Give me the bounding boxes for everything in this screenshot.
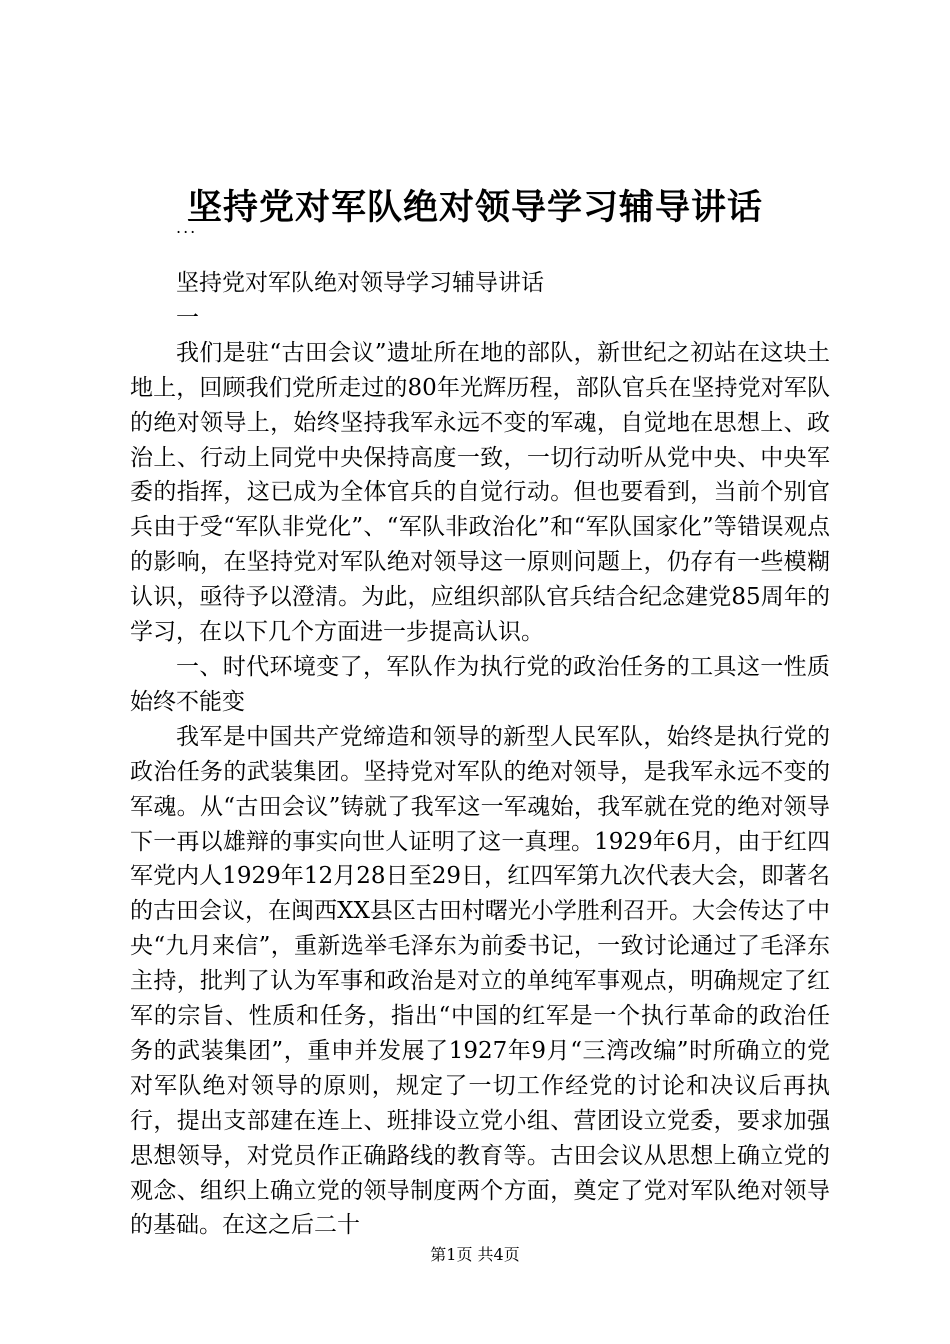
section-heading-paragraph: 一、时代环境变了，军队作为执行党的政治任务的工具这一性质始终不能变 (130, 653, 830, 715)
intro-paragraph: 我们是驻“古田会议”遗址所在地的部队，新世纪之初站在这块土地上，回顾我们党所走过的80年光辉历程，部队官兵在坚持党对军队的绝对领导上，始终坚持我军永远不变的军魂，自觉地在思想上、政治上、行动上同党中央保持高度一致，一切行动听从党中央、中央军委的指挥，这已成为全体官兵的自觉行动。但也要看到，当前个别官兵由于受“军队非党化”、“军队非政治化”和“军队国家化”等错误观点的影响，在坚持党对军队绝对领导这一原则问题上，仍存有一些模糊认识，亟待予以澄清。为此，应组织部队官兵结合纪念建党85周年的学习，在以下几个方面进一步提高认识。 (130, 339, 830, 646)
document-title: 坚持党对军队绝对领导学习辅导讲话 (186, 187, 763, 228)
ellipsis-mark: ... (176, 218, 198, 237)
section-number-paragraph: 一 (176, 304, 199, 331)
page-footer: 第1页 共4页 (430, 1245, 520, 1264)
subtitle-paragraph: 坚持党对军队绝对领导学习辅导讲话 (176, 270, 544, 296)
body-paragraph: 我军是中国共产党缔造和领导的新型人民军队，始终是执行党的政治任务的武装集团。坚持党对军队的绝对领导，是我军永远不变的军魂。从“古田会议”铸就了我军这一军魂始，我军就在党的绝对领导下一再以雄辩的事实向世人证明了这一真理。1929年6月，由于红四军党内人1929年12月28日至29日，红四军第九次代表大会，即著名的古田会议，在闽西XX县区古田村曙光小学胜利召开。大会传达了中央“九月来信”，重新选举毛泽东为前委书记，一致讨论通过了毛泽东主持，批判了认为军事和政治是对立的单纯军事观点，明确规定了红军的宗旨、性质和任务，指出“中国的红军是一个执行革命的政治任务的武装集团”，重申并发展了1927年9月“三湾改编”时所确立的党对军队绝对领导的原则，规定了一切工作经党的讨论和决议后再执行，提出支部建在连上、班排设立党小组、营团设立党委，要求加强思想领导，对党员作正确路线的教育等。古田会议从思想上确立党的观念、组织上确立党的领导制度两个方面，奠定了党对军队绝对领导的基础。在这之后二十 (130, 723, 830, 1239)
document-body (130, 266, 830, 1243)
